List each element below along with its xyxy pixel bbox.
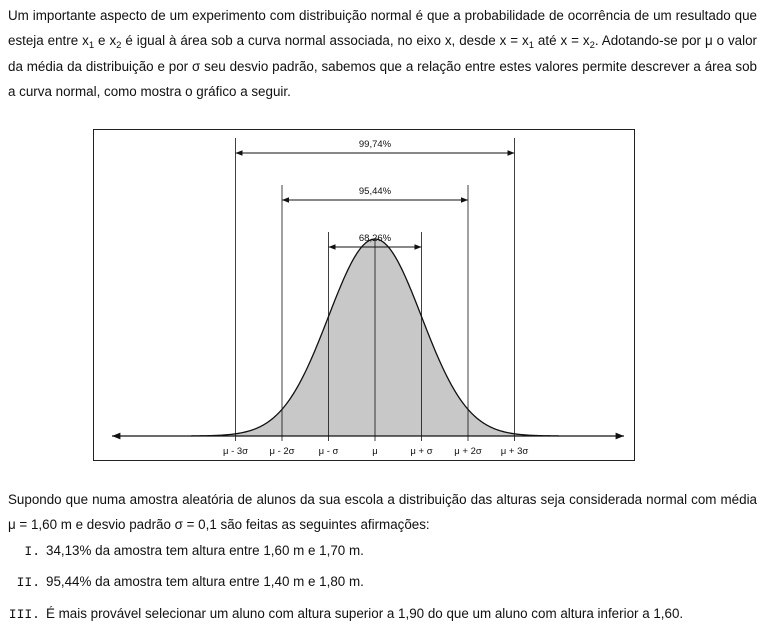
- statement-numeral: I.: [24, 544, 40, 559]
- interval-label: 68,26%: [358, 233, 392, 244]
- statement-numeral: III.: [8, 607, 40, 622]
- x-tick-label: μ + σ: [410, 446, 433, 457]
- sigma-vertical-lines: [236, 138, 515, 441]
- intro-paragraph: Um importante aspecto de um experimento com distribuição normal é que a probabilidade de ocorrência de um resultado que esteja entre $x_1$ e $x_2$ é igual à área sob a curva normal associada, no eixo x, desde $x = x_1$ até $x = x_2$. Adotando-se por μ o valor da média da distribuição e por σ seu desvio padrão, sabemos que a relação entre estes valores permite descrever a área sob a curva normal, como mostra o gráfico a seguir.: [8, 8, 758, 99]
- x-tick-label: μ: [372, 446, 378, 457]
- normal-distribution-figure: [93, 129, 635, 461]
- statement-numeral: II.: [16, 575, 40, 590]
- x-tick-label: μ - 2σ: [269, 446, 295, 457]
- x-tick-label: μ + 2σ: [454, 446, 482, 457]
- statement-text: 34,13% da amostra tem altura entre 1,60 m e 1,70 m.: [46, 543, 364, 558]
- statement-1: [0, 543, 364, 560]
- x-tick-label: μ + 3σ: [500, 446, 529, 457]
- x-tick-label: μ - σ: [318, 446, 339, 457]
- statement-3: [0, 606, 683, 623]
- statement-2: [0, 574, 364, 591]
- interval-arrows: [236, 139, 515, 247]
- question-paragraph: Supondo que numa amostra aleatória de alunos da sua escola a distribuição das alturas seja considerada normal com média μ = 1,60 m e desvio padrão σ = 0,1 são feitas as seguintes afirmações:: [8, 492, 757, 532]
- x-tick-label: μ - 3σ: [222, 446, 249, 457]
- interval-label: 95,44%: [358, 186, 392, 197]
- statement-text: 95,44% da amostra tem altura entre 1,40 m e 1,80 m.: [46, 574, 364, 589]
- statement-text: É mais provável selecionar um aluno com altura superior a 1,90 do que um aluno com altura inferior a 1,60.: [46, 606, 684, 621]
- x-axis-ticks: [223, 446, 528, 457]
- interval-label: 99,74%: [358, 139, 392, 150]
- normal-curve-chart: [94, 130, 636, 462]
